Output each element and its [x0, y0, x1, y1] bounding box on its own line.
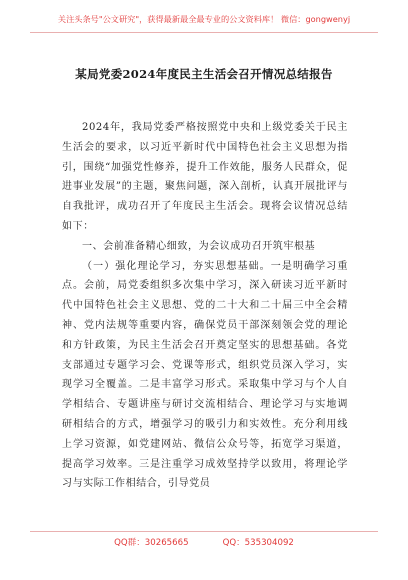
qq-number-text: QQ：535304092: [222, 538, 294, 548]
document-title: 某局党委2024年度民主生活会召开情况总结报告: [75, 67, 333, 81]
document-body: [62, 118, 348, 494]
section-heading-1: 一、会前准备精心细致，为会议成功召开筑牢根基: [82, 240, 316, 252]
intro-paragraph: 2024年，我局党委严格按照党中央和上级党委关于民主生活会的要求，以习近平新时代中国特色社会主义思想为指引，围绕“加强党性修养，提升工作效能，服务人民群众，促进事业发展”的主题，聚焦问题，深入剖析，认真开展批评与自我批评，成功召开了年度民主生活会。现将会议情况总结如下：: [62, 122, 348, 232]
footer-divider: [30, 531, 378, 532]
header-divider: [30, 32, 378, 33]
contact-footer: [0, 536, 408, 548]
qq-group-text: QQ群：30265665: [114, 538, 189, 548]
subsection-paragraph-1-1: （一）强化理论学习，夯实思想基础。一是明确学习重点。会前，局党委组织多次集中学习，深入研读习近平新时代中国特色社会主义思想、党的二十大和二十届三中全会精神、党内法规等重要内容，确保党员干部深刻领会党的理论和方针政策，为民主生活会召开奠定坚实的思想基础。各党支部通过专题学习会、党课等形式，组织党员深入学习，实现学习全覆盖。二是丰富学习形式。采取集中学习与个人自学相结合、专题讲座与研讨交流相结合、理论学习与实地调研相结合的方式，增强学习的吸引力和实效性。充分利用线上学习资源，如党建网站、微信公众号等，拓宽学习渠道，提高学习效率。三是注重学习成效坚持学以致用，将理论学习与实际工作相结合，引导党员: [62, 260, 348, 490]
promo-header: 关注头条号"公文研究"，获得最新最全最专业的公文资料库！ 微信：gongwenyj: [57, 14, 351, 24]
